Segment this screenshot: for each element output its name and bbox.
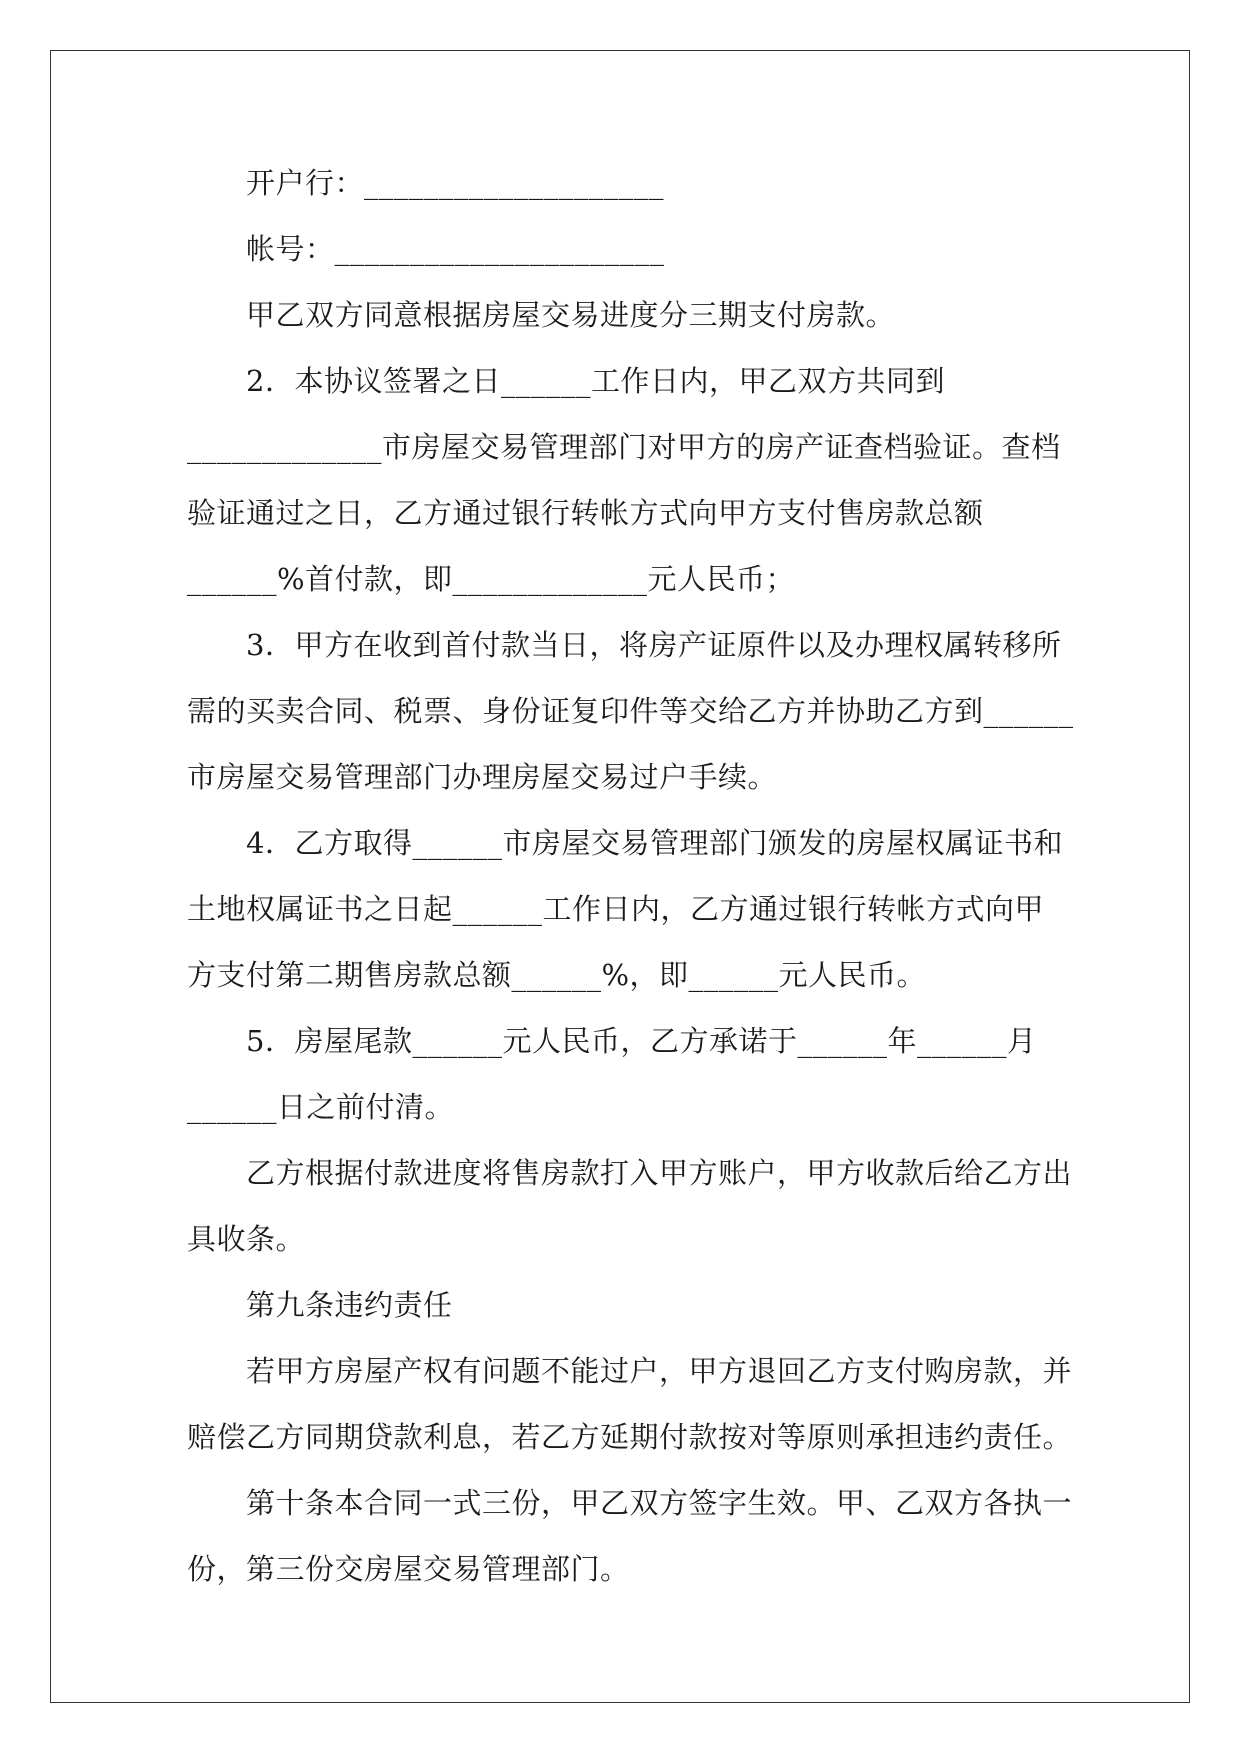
article-10-line-2: 份，第三份交房屋交易管理部门。 bbox=[187, 1552, 630, 1586]
bank-line: 开户行：____________________ bbox=[246, 166, 665, 200]
receipt-line-1: 乙方根据付款进度将售房款打入甲方账户，甲方收款后给乙方出 bbox=[246, 1156, 1073, 1190]
article-9-heading: 第九条违约责任 bbox=[246, 1288, 453, 1322]
clause-4-line-1: 4．乙方取得______市房屋交易管理部门颁发的房屋权属证书和 bbox=[246, 826, 1063, 860]
clause-5-line-1: 5．房屋尾款______元人民币，乙方承诺于______年______月 bbox=[246, 1024, 1037, 1058]
clause-3-line-1: 3．甲方在收到首付款当日，将房产证原件以及办理权属转移所 bbox=[246, 628, 1062, 662]
clause-4-line-3: 方支付第二期售房款总额______%，即______元人民币。 bbox=[187, 958, 927, 992]
account-line: 帐号：______________________ bbox=[246, 232, 665, 266]
clause-4-line-2: 土地权属证书之日起______工作日内，乙方通过银行转帐方式向甲 bbox=[187, 892, 1045, 926]
clause-2-line-2: _____________市房屋交易管理部门对甲方的房产证查档验证。查档 bbox=[187, 430, 1061, 464]
clause-5-line-2: ______日之前付清。 bbox=[187, 1090, 455, 1124]
clause-2-line-1: 2．本协议签署之日______工作日内，甲乙双方共同到 bbox=[246, 364, 945, 398]
clause-3-line-3: 市房屋交易管理部门办理房屋交易过户手续。 bbox=[187, 760, 778, 794]
article-9-line-2: 赔偿乙方同期贷款利息，若乙方延期付款按对等原则承担违约责任。 bbox=[187, 1420, 1073, 1454]
article-10-line-1: 第十条本合同一式三份，甲乙双方签字生效。甲、乙双方各执一 bbox=[246, 1486, 1073, 1520]
payment-intro-line: 甲乙双方同意根据房屋交易进度分三期支付房款。 bbox=[246, 298, 896, 332]
clause-2-line-4: ______%首付款，即_____________元人民币； bbox=[187, 562, 796, 596]
article-9-line-1: 若甲方房屋产权有问题不能过户，甲方退回乙方支付购房款，并 bbox=[246, 1354, 1073, 1388]
receipt-line-2: 具收条。 bbox=[187, 1222, 306, 1256]
clause-3-line-2: 需的买卖合同、税票、身份证复印件等交给乙方并协助乙方到______ bbox=[187, 694, 1074, 728]
clause-2-line-3: 验证通过之日，乙方通过银行转帐方式向甲方支付售房款总额 bbox=[187, 496, 984, 530]
